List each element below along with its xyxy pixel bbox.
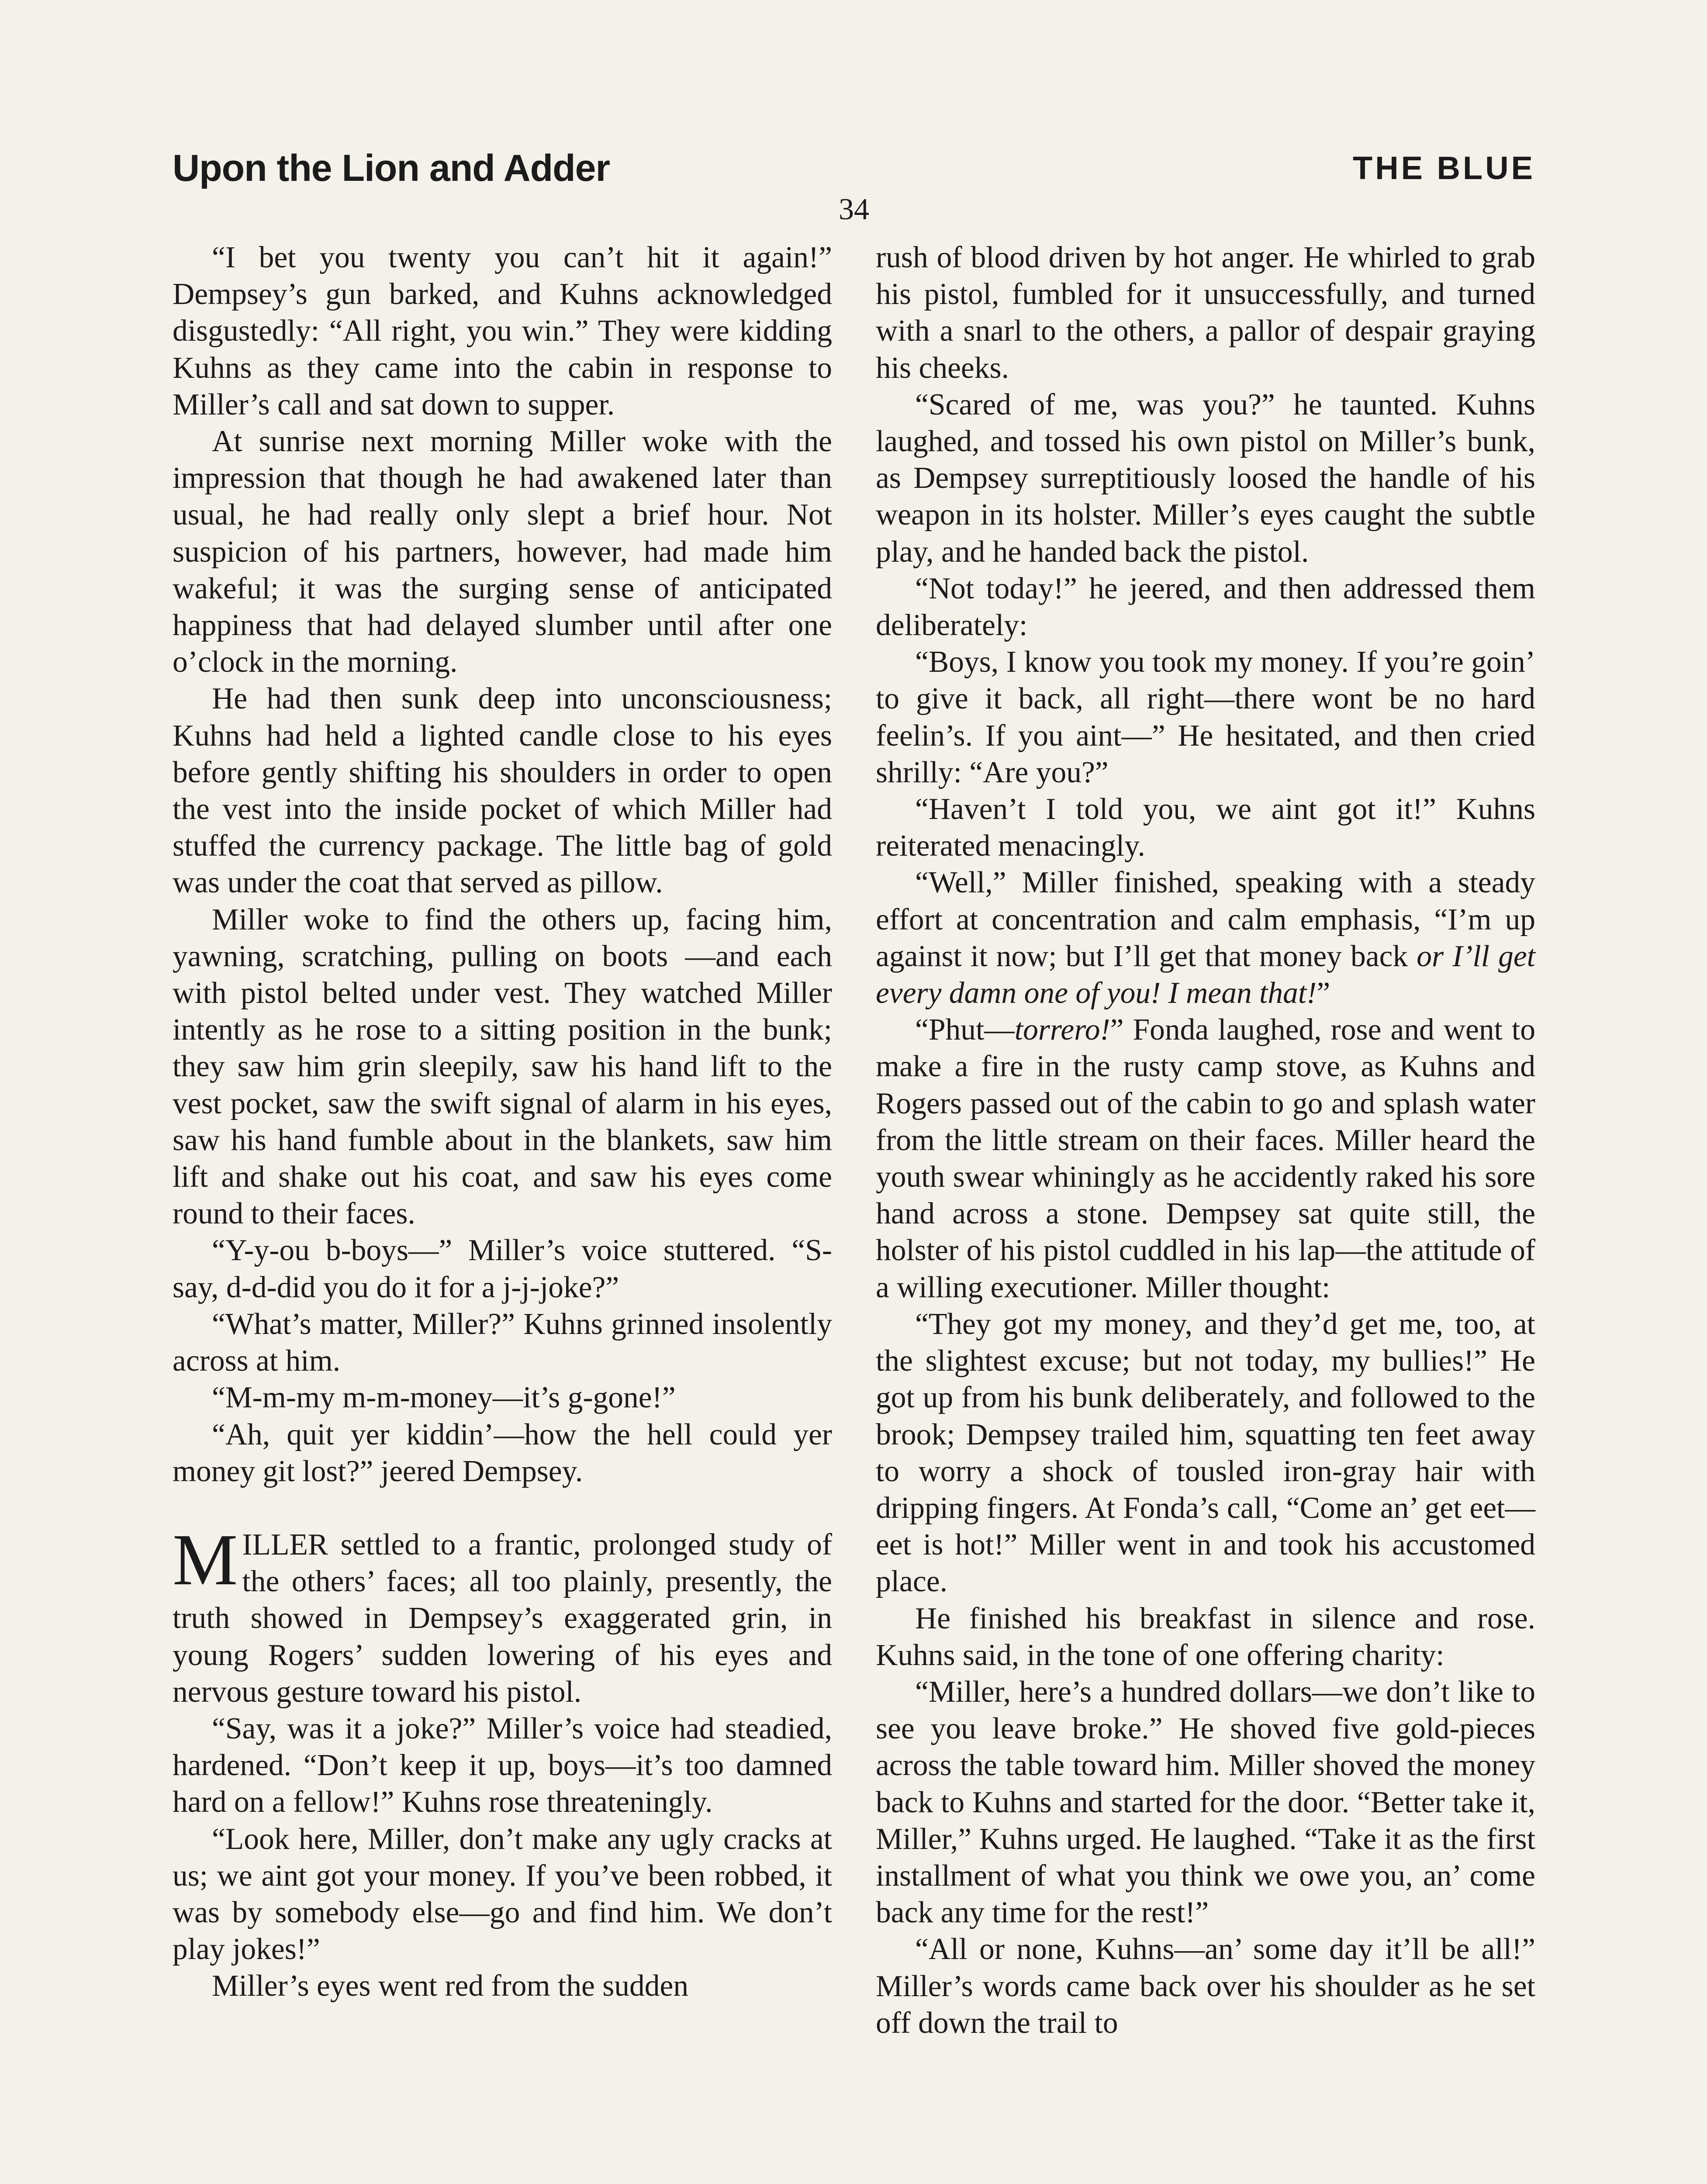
text-run: ” Fonda laughed, rose and went to make a fire in the rusty camp stove, as Kuhns and Rogers passed out of the cabin to go and splash water from the little stream on their faces. Miller heard the youth swear whiningly as he accidently raked his sore hand across a stone. Dempsey sat quite still, the holster of his pistol cuddled in his lap—the attitude of a willing executioner. Miller thought: [876, 1013, 1535, 1304]
dropcap-text: ILLER settled to a frantic, prolonged study of the others’ faces; all too plainly, presently, the truth showed in Dempsey’s exaggerated grin, in young Rogers’ sudden lowering of his eyes and nervous gesture toward his pistol. [173, 1527, 832, 1709]
text-run: “Well,” Miller finished, speaking with a steady effort at concentration and calm emphasis, “I’m up against it now; but I’ll get that money back [876, 866, 1535, 973]
paragraph: “What’s matter, Miller?” Kuhns grinned insolently across at him. [173, 1307, 832, 1378]
text-run: ” [1317, 976, 1330, 1010]
paragraph: “Ah, quit yer kiddin’—how the hell could yer money git lost?” jeered Dempsey. [173, 1417, 832, 1488]
text-run: “Phut— [915, 1013, 1015, 1047]
page-number: 34 [839, 193, 869, 226]
paragraph [876, 1012, 1535, 1306]
paragraph: “Boys, I know you took my money. If you’re goin’ to give it back, all right—there wont be no hard feelin’s. If you aint—” He hesitated, and then cried shrilly: “Are you?” [876, 645, 1535, 789]
continued-paragraph: rush of blood driven by hot anger. He whirled to grab his pistol, fumbled for it unsuccessfully, and turned with a snarl to the others, a pallor of despair graying his cheeks. [876, 241, 1535, 385]
paragraph: “Haven’t I told you, we aint got it!” Kuhns reiterated menacingly. [876, 792, 1535, 863]
paragraph: At sunrise next morning Miller woke with the impression that though he had awakened later than usual, he had really only slept a brief hour. Not suspicion of his partners, however, had made him wakeful; it was the surging sense of anticipated happiness that had delayed slumber until after one o’clock in the morning. [173, 425, 832, 679]
dropcap-letter: M [173, 1519, 238, 1600]
paragraph: Miller woke to find the others up, facing him, yawning, scratching, pulling on boots —and each with pistol belted under vest. They watched Miller intently as he rose to a sitting position in the bunk; they saw him grin sleepily, saw his hand lift to the vest pocket, saw the swift signal of alarm in his eyes, saw his hand fumble about in the blankets, saw him lift and shake out his coat, and saw his eyes come round to their faces. [173, 902, 832, 1231]
paragraph: “Not today!” he jeered, and then addressed them deliberately: [876, 571, 1535, 643]
dropcap-paragraph [173, 1519, 832, 1711]
paragraph: “They got my money, and they’d get me, too, at the slightest excuse; but not today, my bullies!” He got up from his bunk deliberately, and followed to the brook; Dempsey trailed him, squatting ten feet away to worry a shock of tousled iron-gray hair with dripping fingers. At Fonda’s call, “Come an’ get eet—eet is hot!” Miller went in and took his accustomed place. [876, 1307, 1535, 1599]
italic-run: torrero! [1014, 1013, 1110, 1047]
left-column [173, 239, 832, 2005]
paragraph: He finished his breakfast in silence and rose. Kuhns said, in the tone of one offering charity: [876, 1601, 1535, 1672]
right-column [876, 239, 1535, 2042]
paragraph: “Look here, Miller, don’t make any ugly cracks at us; we aint got your money. If you’ve been robbed, it was by somebody else—go and find him. We don’t play jokes!” [173, 1822, 832, 1966]
italic-run: or I’ll get every damn one of you! I mean that! [876, 939, 1535, 1010]
magazine-name: THE BLUE [1353, 150, 1535, 186]
paragraph: “Y-y-ou b-boys—” Miller’s voice stuttered. “S-say, d-d-did you do it for a j-j-joke?” [173, 1234, 832, 1304]
paragraph: “M-m-my m-m-money—it’s g-gone!” [212, 1381, 676, 1415]
paragraph: Miller’s eyes went red from the sudden [212, 1969, 689, 2003]
paragraph: “All or none, Kuhns—an’ some day it’ll be all!” Miller’s words came back over his shoulder as he set off down the trail to [876, 1932, 1535, 2040]
story-title: Upon the Lion and Adder [173, 147, 610, 189]
paragraph: “Miller, here’s a hundred dollars—we don’t like to see you leave broke.” He shoved five gold-pieces across the table toward him. Miller shoved the money back to Kuhns and started for the door. “Better take it, Miller,” Kuhns urged. He laughed. “Take it as the first installment of what you think we owe you, an’ come back any time for the rest!” [876, 1675, 1535, 1930]
paragraph [876, 864, 1535, 1012]
paragraph: He had then sunk deep into unconsciousness; Kuhns had held a lighted candle close to his eyes before gently shifting his shoulders in order to open the vest into the inside pocket of which Miller had stuffed the currency package. The little bag of gold was under the coat that served as pillow. [173, 682, 832, 900]
paragraph: “Scared of me, was you?” he taunted. Kuhns laughed, and tossed his own pistol on Miller’s bunk, as Dempsey surreptitiously loosed the handle of his weapon in its holster. Miller’s eyes caught the subtle play, and he handed back the pistol. [876, 387, 1535, 569]
paragraph: “I bet you twenty you can’t hit it again!” Dempsey’s gun barked, and Kuhns acknowledged disgustedly: “All right, you win.” They were kidding Kuhns as they came into the cabin in response to Miller’s call and sat down to supper. [173, 241, 832, 422]
paragraph: “Say, was it a joke?” Miller’s voice had steadied, hardened. “Don’t keep it up, boys—it’s too damned hard on a fellow!” Kuhns rose threateningly. [173, 1711, 832, 1819]
